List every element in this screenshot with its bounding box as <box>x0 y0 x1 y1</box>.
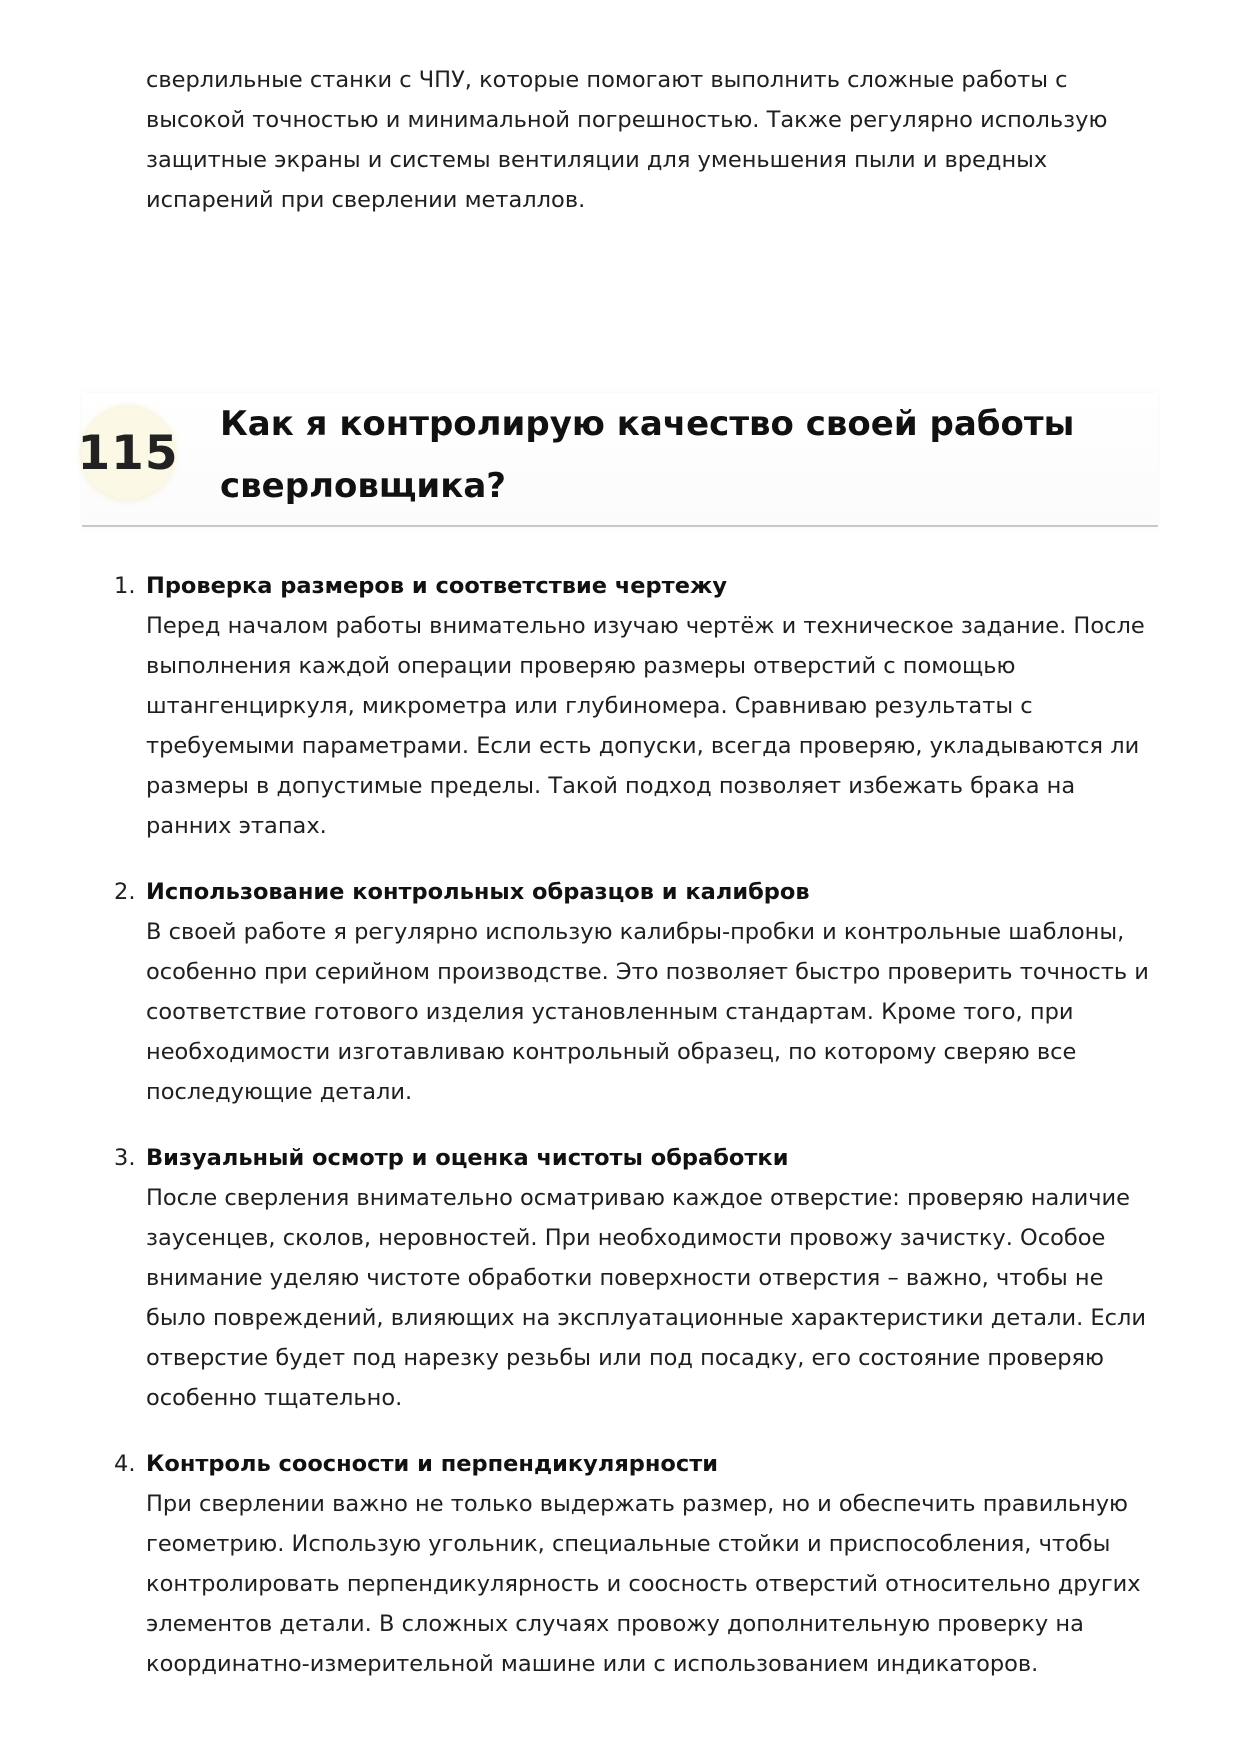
list-item-body: После сверления внимательно осматриваю каждое отверстие: проверяю наличие заусенцев, сколов, неровностей. При необходимости провожу зачистку. Особое внимание уделяю чистоте обработки поверхности отверстия – важно, чтобы не было повреждений, влияющих на эксплуатационные характеристики детали. Если отверстие будет под нарезку резьбы или под посадку, его состояние проверяю особенно тщательно. <box>146 1185 1146 1411</box>
list-item-number: 2. <box>114 879 136 905</box>
list-item-heading: Визуальный осмотр и оценка чистоты обработки <box>146 1145 789 1171</box>
list-item-body: При сверлении важно не только выдержать размер, но и обеспечить правильную геометрию. Использую угольник, специальные стойки и приспособления, чтобы контролировать перпендикулярность и соосность отверстий относительно других элементов детали. В сложных случаях провожу дополнительную проверку на координатно-измерительной машине или с использованием индикаторов. <box>146 1491 1141 1677</box>
list-item-body: В своей работе я регулярно использую калибры-пробки и контрольные шаблоны, особенно при серийном производстве. Это позволяет быстро проверить точность и соответствие готового изделия установленным стандартам. Кроме того, при необходимости изготавливаю контрольный образец, по которому сверяю все последующие детали. <box>146 919 1149 1105</box>
section-header <box>77 393 1158 527</box>
answer-list <box>114 566 1164 1684</box>
list-item-heading: Проверка размеров и соответствие чертежу <box>146 573 728 599</box>
list-item-heading: Использование контрольных образцов и калибров <box>146 879 810 905</box>
list-item-number: 4. <box>114 1451 136 1477</box>
list-item <box>114 1444 1164 1684</box>
list-item <box>114 566 1164 846</box>
list-item <box>114 872 1164 1112</box>
section-title: Как я контролирую качество своей работы сверловщика? <box>220 404 1075 506</box>
intro-paragraph: сверлильные станки с ЧПУ, которые помогают выполнить сложные работы с высокой точностью и минимальной погрешностью. Также регулярно использую защитные экраны и системы вентиляции для уменьшения пыли и вредных испарений при сверлении металлов. <box>146 67 1108 213</box>
list-item-body: Перед началом работы внимательно изучаю чертёж и техническое задание. После выполнения каждой операции проверяю размеры отверстий с помощью штангенциркуля, микрометра или глубиномера. Сравниваю результаты с требуемыми параметрами. Если есть допуски, всегда проверяю, укладываются ли размеры в допустимые пределы. Такой подход позволяет избежать брака на ранних этапах. <box>146 613 1145 839</box>
list-item <box>114 1138 1164 1418</box>
question-number-badge: 115 <box>82 407 174 499</box>
list-item-heading: Контроль соосности и перпендикулярности <box>146 1451 719 1477</box>
list-item-number: 1. <box>114 573 136 599</box>
list-item-number: 3. <box>114 1145 136 1171</box>
